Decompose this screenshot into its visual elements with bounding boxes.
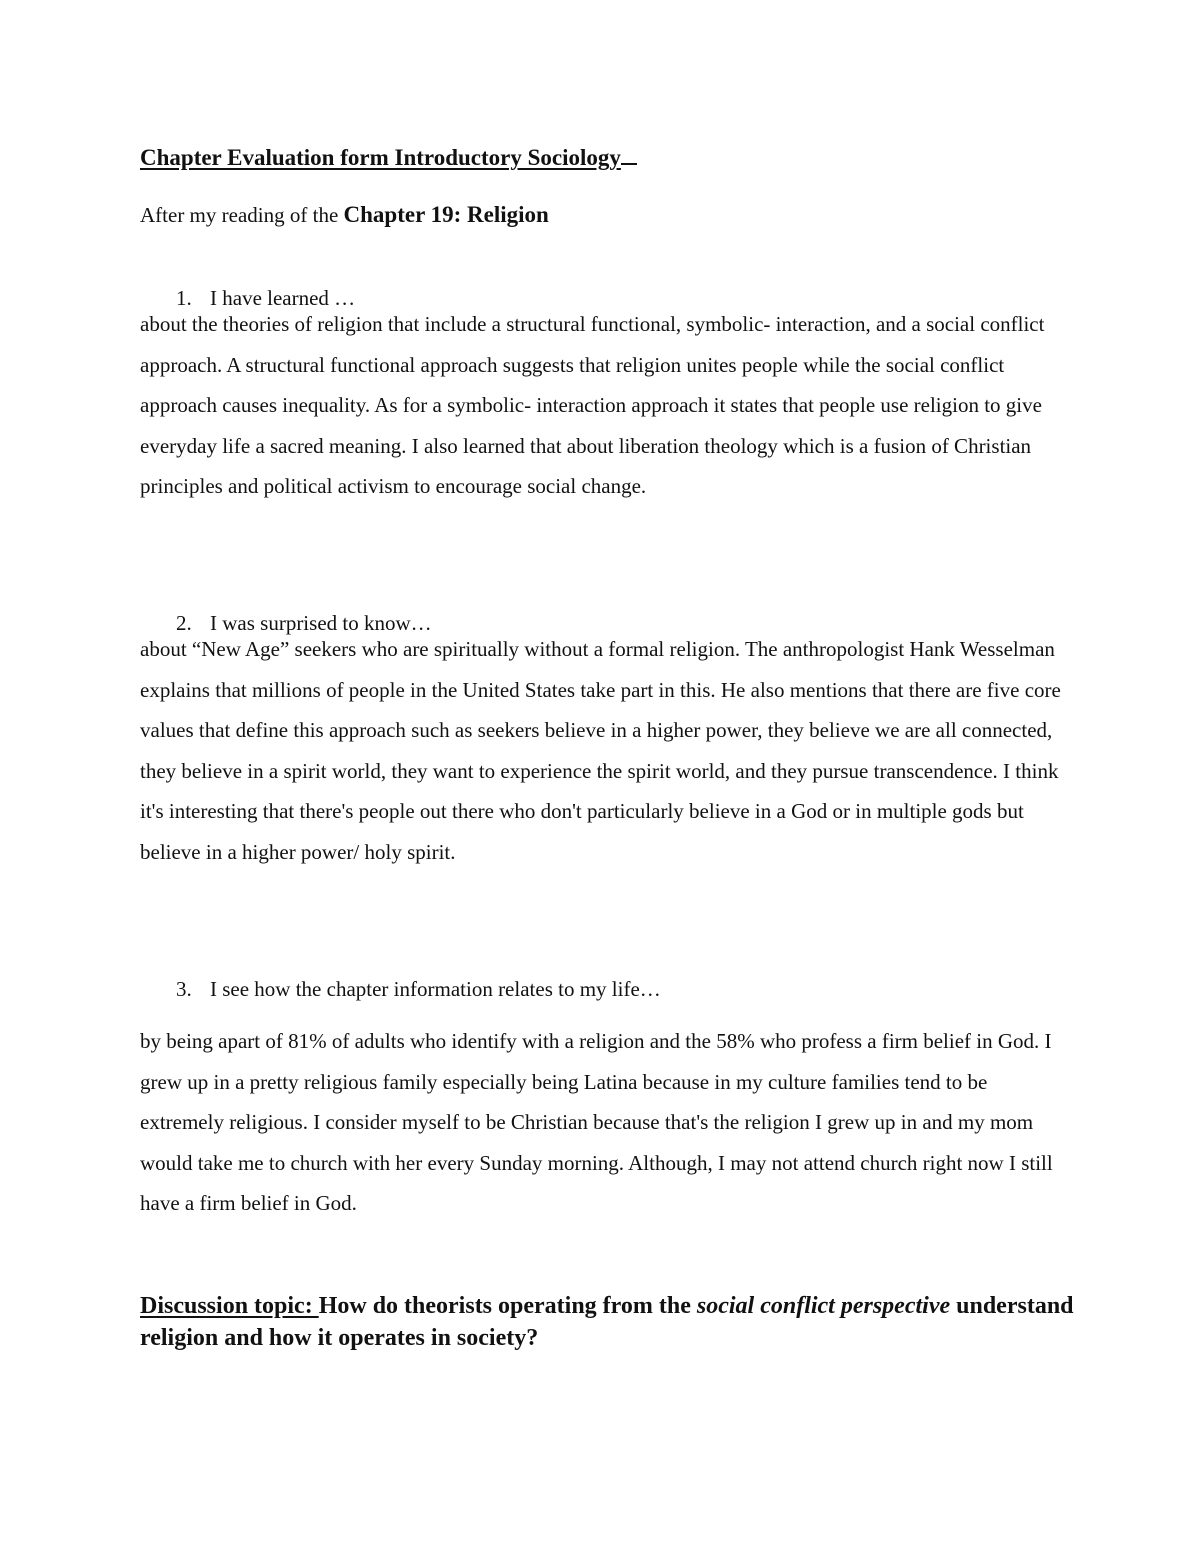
question-prompt: I have learned … (210, 286, 356, 310)
answer-1: about the theories of religion that include a structural functional, symbolic- interaction, and a social conflict approach. A structural functional approach suggests that religion unites people while the social conflict approach causes inequality. As for a symbolic- interaction approach it states that people use religion to give everyday life a sacred meaning. I also learned that about liberation theology which is a fusion of Christian principles and political activism to encourage social change. (140, 312, 1045, 499)
discussion-text-before: How do theorists operating from the (318, 1293, 697, 1319)
discussion-text-after: understand religion and how it operates in society? (140, 1293, 1074, 1351)
question-prompt: I was surprised to know… (210, 611, 432, 635)
question-number: 2. (176, 611, 192, 635)
answer-2: about “New Age” seekers who are spiritually without a formal religion. The anthropologist Hank Wesselman explains that millions of people in the United States take part in this. He also mentions that there are five core values that define this approach such as seekers believe in a higher power, they believe we are all connected, they believe in a spirit world, they want to experience the spirit world, and they pursue transcendence. I think it's interesting that there's people out there who don't particularly believe in a God or in multiple gods but believe in a higher power/ holy spirit. (140, 637, 1061, 864)
question-number: 1. (176, 286, 192, 310)
question-3 (176, 974, 661, 1004)
title-underline-tail (621, 143, 637, 165)
chapter-name: Chapter 19: Religion (343, 202, 549, 227)
chapter-intro (140, 200, 549, 230)
discussion-emphasis: social conflict perspective (696, 1293, 951, 1319)
question-number: 3. (176, 977, 192, 1001)
discussion-topic (140, 1290, 1080, 1354)
answer-3: by being apart of 81% of adults who identify with a religion and the 58% who profess a firm belief in God. I grew up in a pretty religious family especially being Latina because in my culture families tend to be extremely religious. I consider myself to be Christian because that's the religion I grew up in and my mom would take me to church with her every Sunday morning. Although, I may not attend church right now I still have a firm belief in God. (140, 1029, 1053, 1216)
intro-lead: After my reading of the (140, 203, 344, 227)
page-title (140, 143, 637, 173)
title-text: Chapter Evaluation form Introductory Sociology (140, 145, 621, 170)
question-prompt: I see how the chapter information relates to my life… (210, 977, 661, 1001)
discussion-label: Discussion topic: (140, 1293, 319, 1319)
